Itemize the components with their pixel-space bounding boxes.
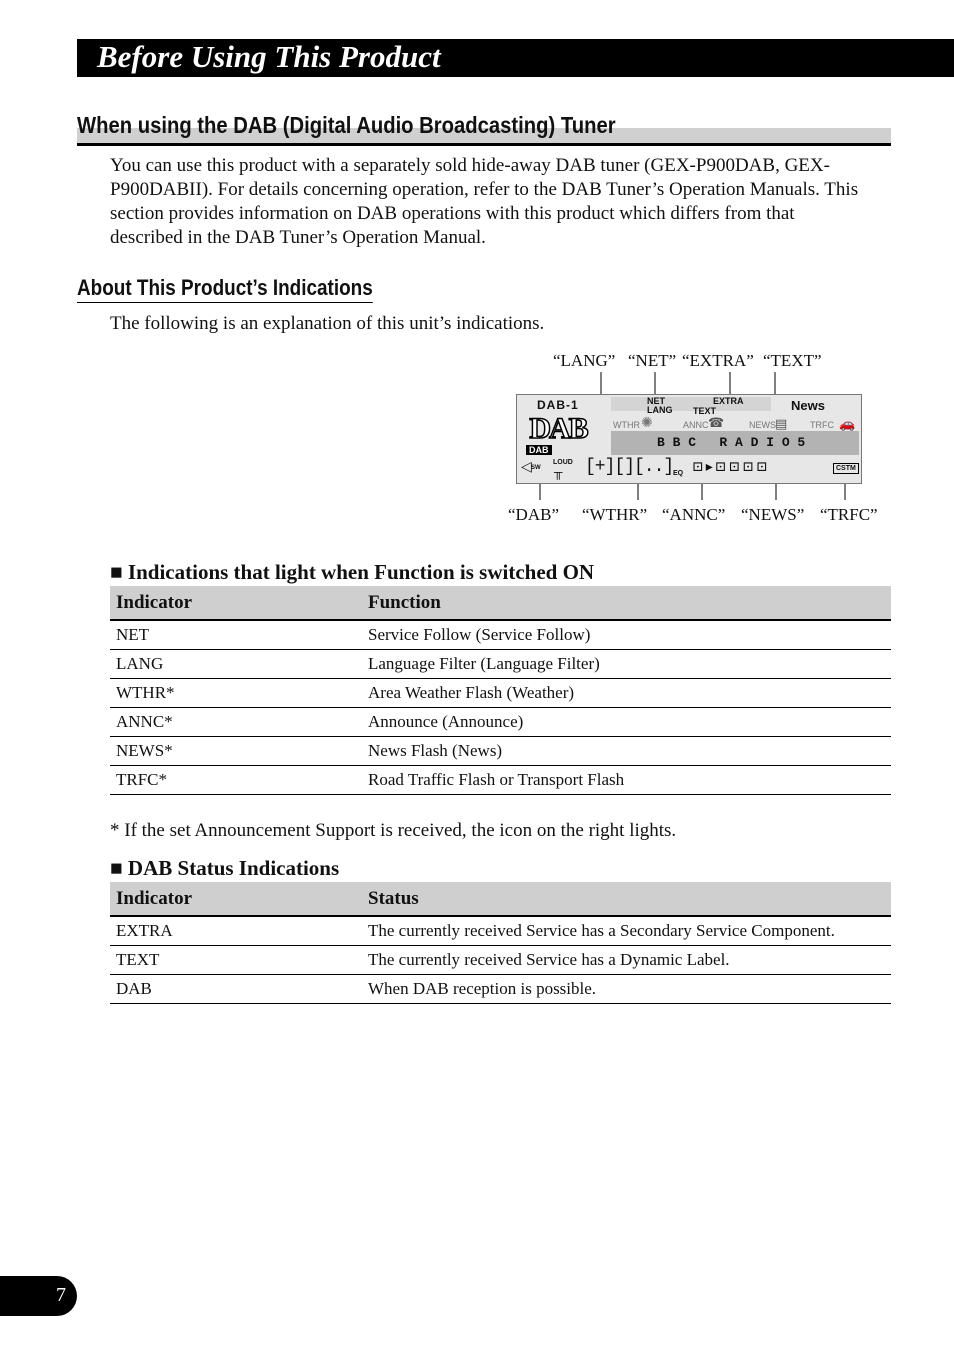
weather-icon: ✺ <box>641 416 653 431</box>
annc-indicator: ANNC <box>683 420 709 430</box>
segment-display: [+][][..] <box>585 457 674 477</box>
function-cell: News Flash (News) <box>362 737 891 766</box>
table1-heading: ■ Indications that light when Function is switched ON <box>110 560 595 584</box>
function-table <box>110 586 891 795</box>
section-body: You can use this product with a separately sold hide-away DAB tuner (GEX-P900DAB, GEX-P900DABII). For details concerning operation, refer to the DAB Tuner’s Operation Manuals. This section provides information on DAB operations with this product which differs from that described in the DAB Tuner’s Operation Manual. <box>110 155 859 248</box>
label-text: “TEXT” <box>763 351 822 370</box>
status-cell: The currently received Service has a Dynamic Label. <box>362 946 891 975</box>
loud-icon: ╥ <box>554 465 563 479</box>
band-indicator: DAB-1 <box>537 398 579 412</box>
news-icon: ▤ <box>775 416 788 431</box>
label-annc: “ANNC” <box>662 505 726 524</box>
indicator-cell: WTHR* <box>110 679 362 708</box>
section-heading <box>77 112 891 146</box>
table-row <box>110 708 891 737</box>
trfc-indicator: TRFC <box>810 420 834 430</box>
subsection-intro: The following is an explanation of this unit’s indications. <box>110 313 545 334</box>
table-row <box>110 737 891 766</box>
function-cell: Language Filter (Language Filter) <box>362 650 891 679</box>
column-header: Function <box>362 586 891 620</box>
label-extra: “EXTRA” <box>682 351 754 370</box>
label-trfc: “TRFC” <box>820 505 878 524</box>
indicator-cell: EXTRA <box>110 916 362 946</box>
page-number-tab <box>0 1276 77 1316</box>
eq-indicator: EQ <box>673 470 684 477</box>
wthr-indicator: WTHR <box>613 420 640 430</box>
news-indicator: NEWS <box>749 420 776 430</box>
page-number: 7 <box>56 1284 66 1306</box>
eq-curves: ⊡▸⊡⊡⊡⊡ <box>692 460 770 475</box>
lang-indicator: LANG <box>647 405 673 415</box>
label-news: “NEWS” <box>741 505 805 524</box>
function-cell: Service Follow (Service Follow) <box>362 620 891 650</box>
label-wthr: “WTHR” <box>582 505 648 524</box>
label-lang: “LANG” <box>553 351 616 370</box>
table-row <box>110 679 891 708</box>
dab-badge: DAB <box>526 445 552 455</box>
speaker-icon: ◁ <box>521 460 532 475</box>
table-row <box>110 946 891 975</box>
indicator-cell: DAB <box>110 975 362 1004</box>
table-row <box>110 975 891 1004</box>
display-figure <box>500 345 900 535</box>
status-cell: When DAB reception is possible. <box>362 975 891 1004</box>
extra-indicator: EXTRA <box>713 396 744 406</box>
label-dab: “DAB” <box>508 505 559 524</box>
indicator-cell: NEWS* <box>110 737 362 766</box>
table-row <box>110 650 891 679</box>
column-header: Indicator <box>110 882 362 916</box>
net-indicator: NET <box>647 396 665 406</box>
footnote: * If the set Announcement Support is received, the icon on the right lights. <box>110 820 677 841</box>
text-indicator: TEXT <box>693 406 717 416</box>
car-icon: 🚗 <box>839 416 856 431</box>
function-cell: Road Traffic Flash or Transport Flash <box>362 766 891 795</box>
lcd-panel <box>516 394 862 484</box>
subsection-title: About This Product’s Indications <box>77 275 373 303</box>
annc-icon: ☎ <box>708 415 725 430</box>
dab-logo: DAB <box>529 412 587 445</box>
table-row <box>110 620 891 650</box>
station-name: B B C R A D I O 5 <box>657 435 806 450</box>
indicator-cell: TEXT <box>110 946 362 975</box>
table2-heading: ■ DAB Status Indications <box>110 856 340 880</box>
status-cell: The currently received Service has a Secondary Service Component. <box>362 916 891 946</box>
table-row <box>110 916 891 946</box>
label-net: “NET” <box>628 351 677 370</box>
table-header-row <box>110 882 891 916</box>
indicator-cell: LANG <box>110 650 362 679</box>
chapter-banner <box>77 39 954 77</box>
function-cell: Area Weather Flash (Weather) <box>362 679 891 708</box>
sw-indicator: SW <box>531 465 541 471</box>
column-header: Status <box>362 882 891 916</box>
news-label: News <box>791 398 825 413</box>
table-row <box>110 766 891 795</box>
function-cell: Announce (Announce) <box>362 708 891 737</box>
column-header: Indicator <box>110 586 362 620</box>
section-title: When using the DAB (Digital Audio Broadcasting) Tuner <box>77 112 616 138</box>
loud-indicator: LOUD <box>553 459 573 466</box>
indicator-cell: NET <box>110 620 362 650</box>
table-header-row <box>110 586 891 620</box>
cstm-indicator: CSTM <box>833 463 859 474</box>
chapter-title: Before Using This Product <box>97 39 441 74</box>
indicator-cell: TRFC* <box>110 766 362 795</box>
status-table <box>110 882 891 1004</box>
indicator-cell: ANNC* <box>110 708 362 737</box>
